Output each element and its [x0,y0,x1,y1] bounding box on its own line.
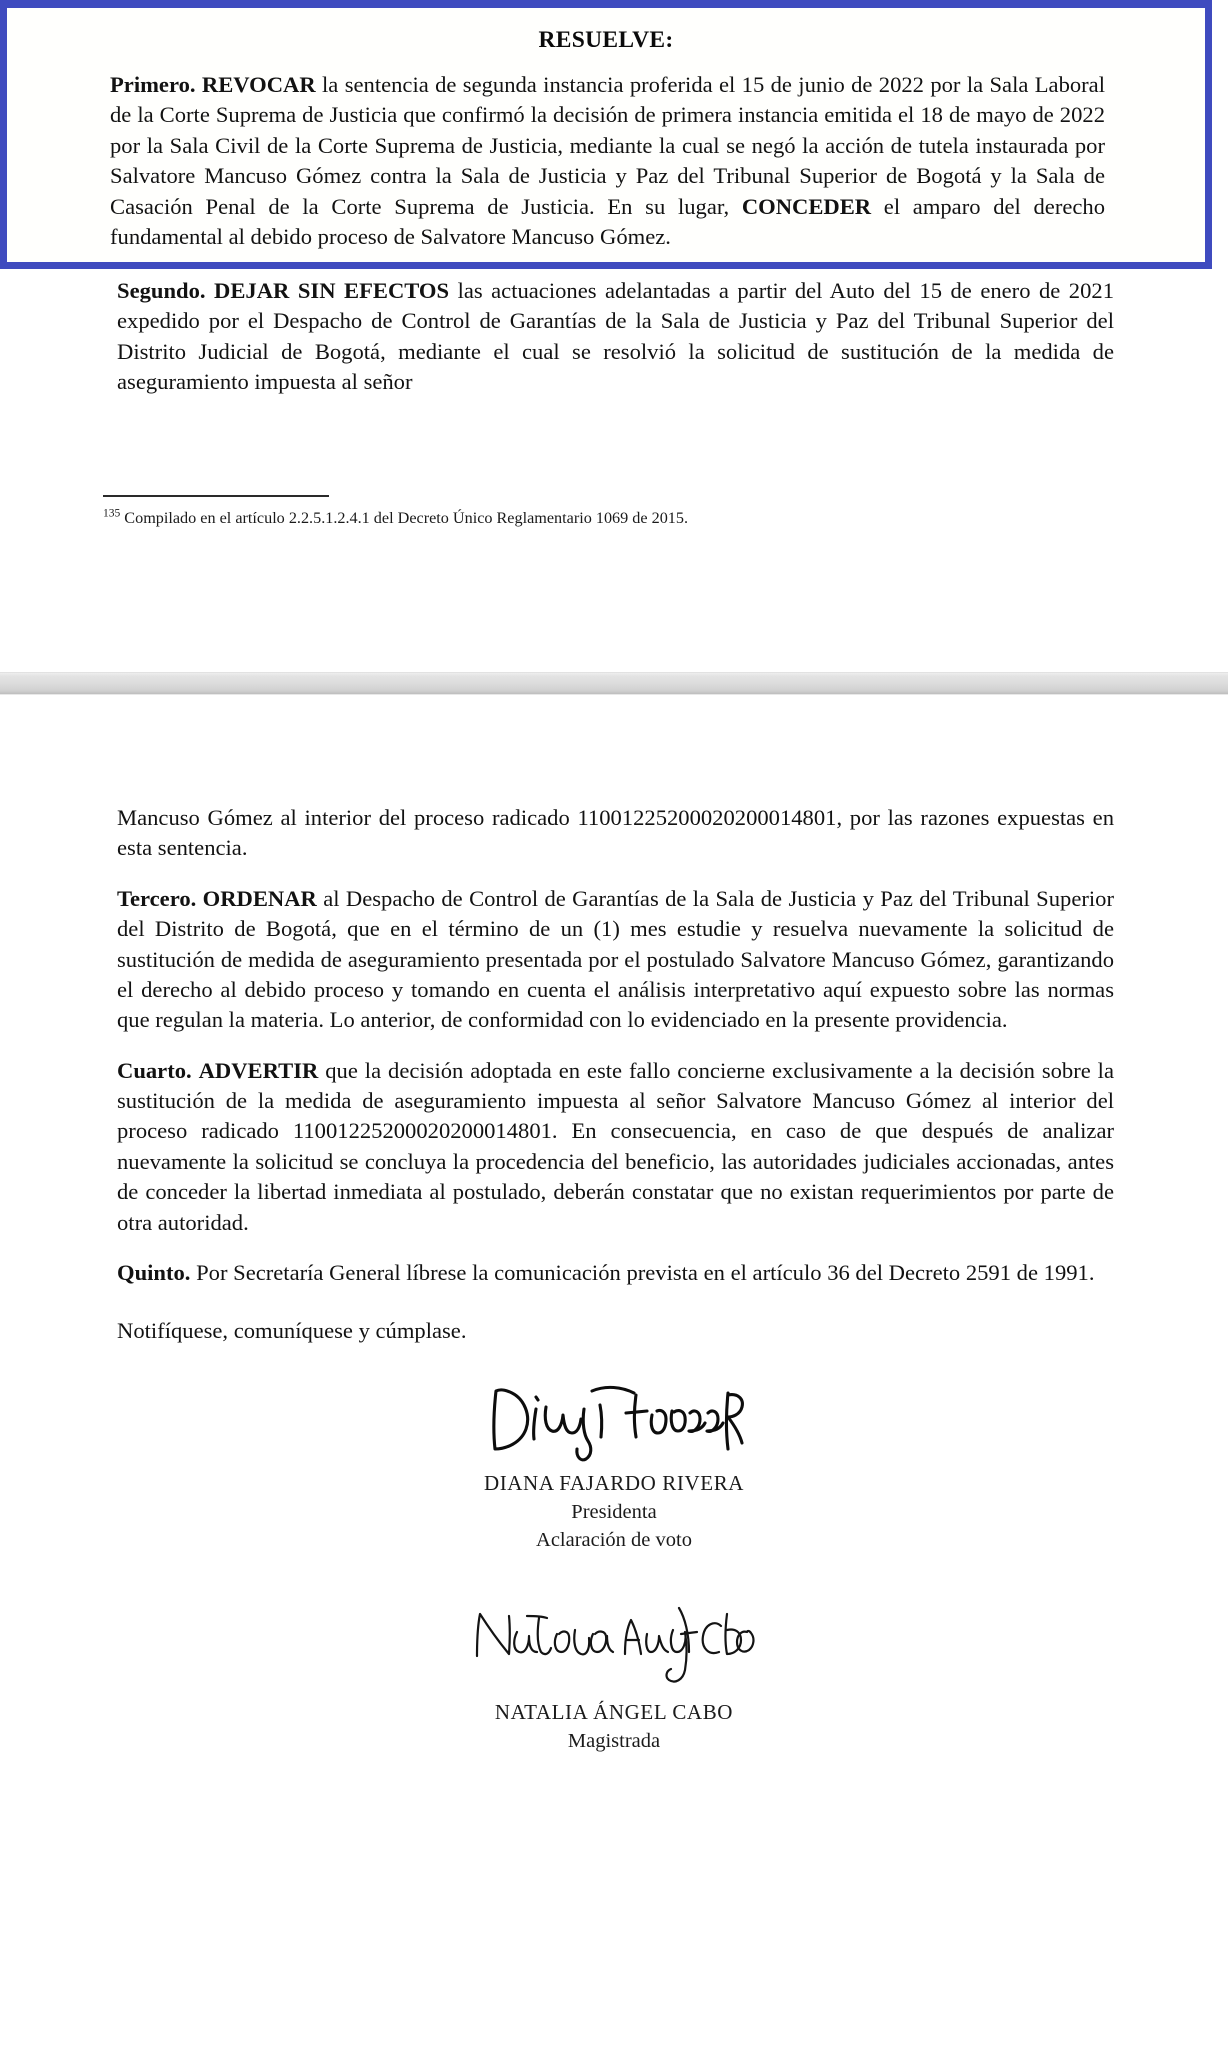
handwritten-signature-icon [469,1594,759,1694]
signatory-name: DIANA FAJARDO RIVERA [483,1470,745,1495]
signatory-role: Presidenta [571,1500,657,1523]
quinto-text-part-1: Por Secretaría General líbrese la comunicación prevista en el artículo 36 del Decreto 2591 de 1991. [190,1259,1095,1285]
paragraph-cuarto [117,1056,1114,1238]
signatory-name: NATALIA ÁNGEL CABO [494,1699,734,1724]
document-page-2 [0,695,1228,2048]
primero-text-part-1: la sentencia de segunda instancia proferida el 15 de junio de 2022 por la Sala Laboral de la Corte Suprema de Justicia que confirmó la decisión de primera instancia emitida el 18 de mayo de 2022 por la Sala Civil de la Corte Suprema de Justicia, mediante la cual se negó la acción de tutela instaurada por Salvatore Mancuso Gómez contra la Sala de Justicia y Paz del Tribunal Superior de Bogotá y la Sala de Casación Penal de la Corte Suprema de Justicia. En su lugar, [110,72,1105,219]
signature-block-diana-fajardo-rivera [14,1373,1214,1552]
segundo-continuation-text: Mancuso Gómez al interior del proceso radicado 11001225200020200014801, por las razones expuestas en esta sentencia. [117,805,1114,861]
keyword-ordenar: ORDENAR [202,885,317,911]
paragraph-segundo [117,276,1114,398]
paragraph-primero [110,70,1105,252]
signatory-note: Aclaración de voto [536,1528,692,1551]
footnote-135 [103,508,1113,529]
document-page-1 [0,0,1228,672]
label-primero: Primero. [110,72,196,97]
footnote-text: Compilado en el artículo 2.2.5.1.2.4.1 del Decreto Único Reglamentario 1069 de 2015. [120,509,689,527]
footnote-separator-rule [103,495,329,497]
paragraph-quinto [117,1258,1114,1288]
cuarto-text-part-1: que la decisión adoptada en este fallo concierne exclusivamente a la decisión sobre la sustitución de la medida de aseguramiento impuesta al señor Salvatore Mancuso Gómez al interior del proceso radicado 11001225200020200014801. En consecuencia, en caso de que después de analizar nuevamente la solicitud se concluya la procedencia del beneficio, las autoridades judiciales accionadas, antes de conceder la libertad inmediata al postulado, deberán constatar que no existan requerimientos por parte de otra autoridad. [117,1057,1114,1235]
footnote-marker: 135 [103,507,121,520]
paragraph-segundo-continuation [117,803,1114,864]
keyword-conceder: CONCEDER [741,193,872,219]
signature-block-natalia-angel-cabo [14,1594,1214,1753]
segundo-text-part-1: las actuaciones adelantadas a partir del Auto del 15 de enero de 2021 expedido por el Despacho de Control de Garantías de la Sala de Justicia y Paz del Tribunal Superior del Distrito Judicial de Bogotá, mediante el cual se resolvió la solicitud de sustitución de la medida de aseguramiento impuesta al señor [117,278,1114,395]
handwritten-signature-icon [484,1373,744,1465]
notify-line: Notifíquese, comuníquese y cúmplase. [117,1318,467,1344]
page-break-divider [0,672,1228,695]
signatory-role: Magistrada [567,1729,661,1752]
footnote-area [103,495,1113,529]
paragraph-tercero [117,884,1114,1036]
keyword-revocar: REVOCAR [201,72,316,97]
keyword-dejar-sin-efectos: DEJAR SIN EFECTOS [214,278,450,303]
keyword-advertir: ADVERTIR [198,1057,319,1083]
primero-text-part-2: el amparo del derecho fundamental al debido proceso de Salvatore Mancuso Gómez. [110,193,1106,249]
highlight-annotation-box [0,0,1212,269]
label-tercero: Tercero. [117,885,197,911]
tercero-text-part-1: al Despacho de Control de Garantías de la Sala de Justicia y Paz del Tribunal Superior del Distrito de Bogotá, que en el término de un (1) mes estudie y resuelva nuevamente la solicitud de sustitución de medida de aseguramiento presentada por el postulado Salvatore Mancuso Gómez, garantizando el derecho al debido proceso y tomando en cuenta el análisis interpretativo aquí expuesto sobre las normas que regulan la materia. Lo anterior, de conformidad con lo evidenciado en la presente providencia. [117,885,1114,1033]
page-title: RESUELVE: [538,27,674,53]
label-segundo: Segundo. [117,278,206,303]
label-cuarto: Cuarto. [117,1057,192,1083]
label-quinto: Quinto. [117,1259,191,1285]
page-2-top-margin [14,695,1214,803]
